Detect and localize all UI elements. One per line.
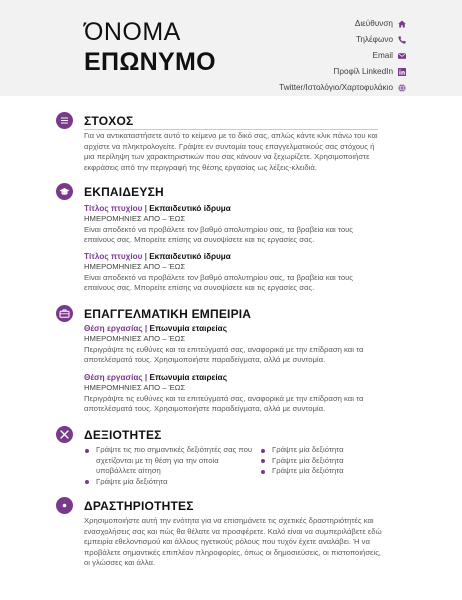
experience-entry[interactable] bbox=[84, 372, 384, 415]
company-name: Επωνυμία εταιρείας bbox=[149, 324, 227, 333]
globe-icon bbox=[398, 84, 406, 92]
experience-entry[interactable] bbox=[84, 323, 384, 366]
entry-description: Είναι αποδεκτό να προβάλετε τον βαθμό απολυτηρίου σας, τα βραβεία και τους επαίνους σας. Μπορείτε επίσης να συνοψίσετε και τις εργασίες σας. bbox=[84, 224, 353, 245]
contact-website[interactable] bbox=[279, 81, 406, 94]
entry-separator: | bbox=[142, 324, 150, 333]
linkedin-icon bbox=[398, 68, 406, 76]
resume-header bbox=[0, 0, 462, 96]
entry-description: Περιγράψτε τις ευθύνες και τα επιτεύγματά σας, αναφορικά με την επίδραση και τα αποτελέσματά τους. Χρησιμοποιήστε παραδείγματα, αλλά με συντομία. bbox=[84, 393, 364, 414]
contact-linkedin-label: Προφίλ LinkedIn bbox=[333, 67, 393, 76]
degree-title: Τίτλος πτυχίου bbox=[84, 252, 143, 261]
school-name: Εκπαιδευτικό ίδρυμα bbox=[149, 204, 231, 213]
skills-column-2 bbox=[260, 445, 384, 487]
skill-item[interactable]: Γράψτε μία δεξιότητα bbox=[260, 466, 384, 477]
entry-separator: | bbox=[142, 204, 150, 213]
email-icon bbox=[398, 52, 406, 60]
contact-address-label: Διεύθυνση bbox=[354, 19, 393, 28]
activities-text[interactable]: Χρησιμοποιήστε αυτή την ενότητα για να επισημάνετε τις σχετικές δραστηριότητές και ενασχολήσεις σας και πώς θα θέλατε να προσφέρετε. Καλό είναι να συμπεριλάβετε εδώ εμπειρία εθελοντισμού και άλλους ηγετικούς ρόλους που τυχόν έχετε αναλάβει. Ή να προβάλετε σημαντικές επιπλέον πληροφορίες, όπως οι δημοσιεύσεις, οι πιστοποιήσεις, οι γλώσσες και άλλα. bbox=[84, 516, 382, 568]
last-name[interactable]: ΕΠΩΝΥΜΟ bbox=[84, 48, 216, 76]
school-name: Εκπαιδευτικό ίδρυμα bbox=[149, 252, 231, 261]
job-title: Θέση εργασίας bbox=[84, 324, 143, 333]
contact-linkedin[interactable] bbox=[279, 65, 406, 78]
target-icon bbox=[56, 112, 73, 129]
experience-entry-heading bbox=[84, 323, 384, 334]
degree-title: Τίτλος πτυχίου bbox=[84, 204, 143, 213]
graduation-cap-icon bbox=[56, 183, 73, 200]
entry-dates: ΗΜΕΡΟΜΗΝΙΕΣ ΑΠΟ – ΈΩΣ bbox=[84, 383, 186, 392]
experience-entry-heading bbox=[84, 372, 384, 383]
entry-description: Είναι αποδεκτό να προβάλετε τον βαθμό απολυτηρίου σας, τα βραβεία και τους επαίνους σας. Μπορείτε επίσης να συνοψίσετε και τις εργασίες σας. bbox=[84, 272, 353, 293]
education-entry[interactable] bbox=[84, 251, 384, 294]
objective-title: ΣΤΟΧΟΣ bbox=[84, 114, 134, 128]
education-entry-heading bbox=[84, 251, 384, 262]
education-entry-heading bbox=[84, 203, 384, 214]
education-entry[interactable] bbox=[84, 203, 384, 246]
education-title: ΕΚΠΑΙΔΕΥΣΗ bbox=[84, 185, 164, 199]
home-icon bbox=[398, 20, 406, 28]
entry-separator: | bbox=[142, 373, 150, 382]
skill-item[interactable]: Γράψτε μία δεξιότητα bbox=[84, 477, 260, 488]
entry-description: Περιγράψτε τις ευθύνες και τα επιτεύγματά σας, αναφορικά με την επίδραση και τα αποτελέσματά τους. Χρησιμοποιήστε παραδείγματα, αλλά με συντομία. bbox=[84, 344, 364, 365]
entry-dates: ΗΜΕΡΟΜΗΝΙΕΣ ΑΠΟ – ΈΩΣ bbox=[84, 214, 186, 223]
skills-column-1 bbox=[84, 445, 260, 487]
objective-text[interactable]: Για να αντικαταστήσετε αυτό το κείμενο με το δικό σας, απλώς κάντε κλικ πάνω του και αρχίστε να πληκτρολογείτε. Γράψτε εν συντομία τους επαγγελματικούς σας στόχους ή μια περίληψη των χαρακτηριστικών που σας κάνουν να ξεχωρίζετε. Χρησιμοποιήστε εκφράσεις από την περιγραφή της θέσης εργασίας ως λέξεις-κλειδιά. bbox=[84, 131, 378, 172]
section-divider bbox=[84, 129, 378, 130]
skills-list bbox=[84, 445, 384, 487]
globe-icon bbox=[56, 497, 73, 514]
activities-title: ΔΡΑΣΤΗΡΙΟΤΗΤΕΣ bbox=[84, 499, 194, 513]
skill-item[interactable]: Γράψτε μία δεξιότητα bbox=[260, 445, 384, 456]
tools-icon bbox=[56, 426, 73, 443]
briefcase-icon bbox=[56, 305, 73, 322]
contact-info bbox=[279, 17, 406, 97]
skill-item[interactable]: Γράψτε μία δεξιότητα bbox=[260, 456, 384, 467]
entry-dates: ΗΜΕΡΟΜΗΝΙΕΣ ΑΠΟ – ΈΩΣ bbox=[84, 334, 186, 343]
contact-email-label: Email bbox=[372, 51, 393, 60]
phone-icon bbox=[398, 36, 406, 44]
first-name[interactable]: ΌΝΟΜΑ bbox=[84, 18, 181, 46]
contact-phone[interactable] bbox=[279, 33, 406, 46]
contact-website-label: Twitter/Ιστολόγιο/Χαρτοφυλάκιο bbox=[279, 83, 393, 92]
contact-email[interactable] bbox=[279, 49, 406, 62]
contact-address[interactable] bbox=[279, 17, 406, 30]
job-title: Θέση εργασίας bbox=[84, 373, 143, 382]
entry-separator: | bbox=[142, 252, 150, 261]
skill-item[interactable]: Γράψτε τις πιο σημαντικές δεξιότητές σας που σχετίζονται με τη θέση για την οποία υποβάλλετε αίτηση bbox=[84, 445, 260, 477]
skills-title: ΔΕΞΙΟΤΗΤΕΣ bbox=[84, 428, 162, 442]
entry-dates: ΗΜΕΡΟΜΗΝΙΕΣ ΑΠΟ – ΈΩΣ bbox=[84, 262, 186, 271]
contact-phone-label: Τηλέφωνο bbox=[355, 35, 393, 44]
experience-title: ΕΠΑΓΓΕΛΜΑΤΙΚΗ ΕΜΠΕΙΡΙΑ bbox=[84, 307, 252, 321]
company-name: Επωνυμία εταιρείας bbox=[149, 373, 227, 382]
